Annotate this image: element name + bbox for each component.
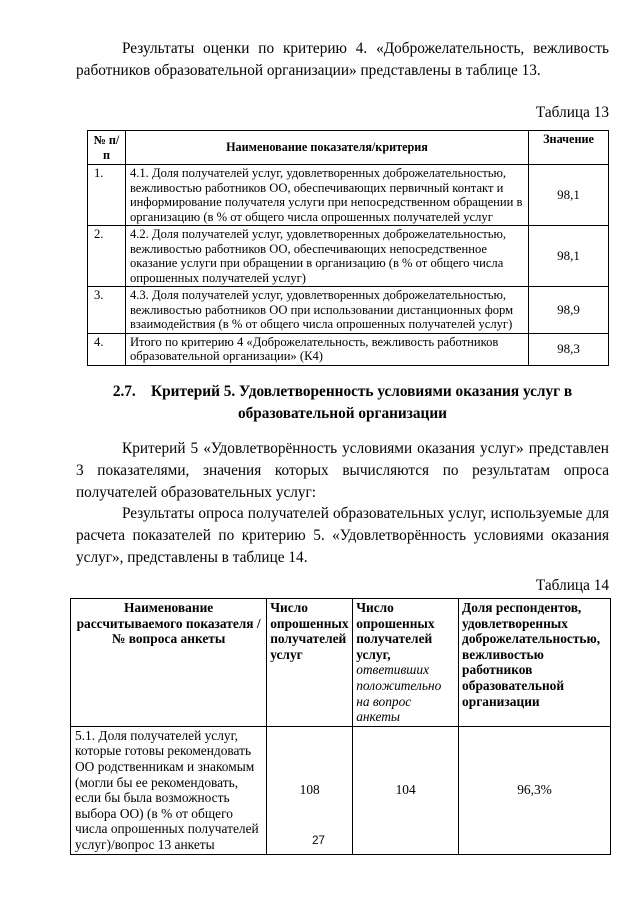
table-row — [88, 333, 609, 365]
col-header-indicator: Наименование рассчитываемого показателя /№ вопроса анкеты — [71, 599, 267, 727]
col-header-share: Доля респондентов, удовлетворенных доброжелательностью, вежливостью работников образовательной организации — [459, 599, 611, 727]
row-total: 108 — [267, 726, 353, 854]
row-name: 4.2. Доля получателей услуг, удовлетворенных доброжелательностью, вежливостью работников ОО, обеспечивающих непосредственное оказание услуги при обращении в организацию (в % от общего числа опрошенных получателей услуг) — [125, 226, 528, 287]
table-row — [88, 226, 609, 287]
table-header-row — [71, 599, 611, 727]
row-num: 2. — [88, 226, 126, 287]
row-value: 98,1 — [529, 226, 609, 287]
row-indicator: 5.1. Доля получателей услуг, которые готовы рекомендовать ОО родственникам и знакомым (могли бы ее рекомендовать, если бы была возможность выбора ОО) (в % от общего числа опрошенных получателей услуг)/вопрос 13 анкеты — [71, 726, 267, 854]
table13-caption: Таблица 13 — [535, 104, 609, 121]
col-header-positive-bold: Число опрошенных получателей услуг, — [356, 600, 435, 662]
col-header-name: Наименование показателя/критерия — [125, 131, 528, 165]
col-header-positive — [353, 599, 459, 727]
col-header-total: Число опрошенных получателей услуг — [267, 599, 353, 727]
row-num: 4. — [88, 333, 126, 365]
table-row — [88, 287, 609, 334]
col-header-value: Значение — [529, 131, 609, 165]
table14-caption: Таблица 14 — [535, 577, 609, 594]
row-value: 98,1 — [529, 165, 609, 226]
table-row — [88, 165, 609, 226]
page-number: 27 — [312, 835, 325, 847]
row-num: 1. — [88, 165, 126, 226]
col-header-num: № п/п — [88, 131, 126, 165]
col-header-positive-italic: ответивших положительно на вопрос анкеты — [356, 662, 442, 725]
row-value: 98,3 — [529, 333, 609, 365]
intro-paragraph: Результаты оценки по критерию 4. «Доброжелательность, вежливость работников образовательной организации» представлены в таблице 13. — [76, 40, 609, 79]
table-header-row — [88, 131, 609, 165]
paragraph-criterion5: Критерий 5 «Удовлетворённость условиями оказания услуг» представлен 3 показателями, значения которых вычисляются по результатам опроса получателей образовательных услуг: — [76, 440, 609, 501]
row-num: 3. — [88, 287, 126, 334]
section-heading: 2.7. Критерий 5. Удовлетворенность условиями оказания услуг в образовательной организации — [112, 383, 577, 422]
row-value: 98,9 — [529, 287, 609, 334]
row-name: Итого по критерию 4 «Доброжелательность, вежливость работников образовательной организации» (К4) — [125, 333, 528, 365]
table-14 — [70, 598, 611, 855]
table-13 — [87, 130, 609, 366]
row-positive: 104 — [353, 726, 459, 854]
row-name: 4.3. Доля получателей услуг, удовлетворенных доброжелательностью, вежливостью работников ОО при использовании дистанционных форм взаимодействия (в % от общего числа опрошенных получателей услуг) — [125, 287, 528, 334]
row-name: 4.1. Доля получателей услуг, удовлетворенных доброжелательностью, вежливостью работников ОО, обеспечивающих первичный контакт и информирование получателя услуги при непосредственном обращении в организацию (в % от общего числа опрошенных получателей услуг — [125, 165, 528, 226]
row-share: 96,3% — [459, 726, 611, 854]
paragraph-survey-results: Результаты опроса получателей образовательных услуг, используемые для расчета показателей по критерию 5. «Удовлетворённость условиями оказания услуг», представлены в таблице 14. — [76, 505, 609, 566]
